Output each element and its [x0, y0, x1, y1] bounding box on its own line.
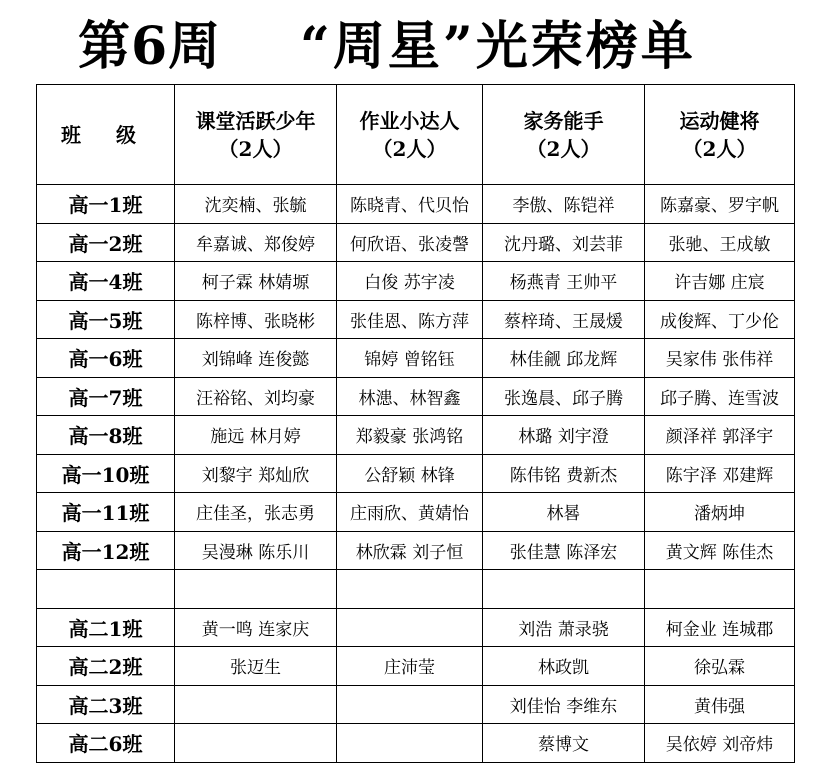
column-name: 课堂活跃少年 [195, 108, 316, 133]
class-name-cell [37, 570, 175, 609]
honoree-cell: 郑毅豪 张鸿铭 [337, 416, 483, 455]
class-name-cell: 高二1班 [37, 608, 175, 647]
column-quota: （2人） [682, 136, 757, 161]
honoree-cell [337, 570, 483, 609]
column-quota: （2人） [218, 136, 293, 161]
honoree-cell: 张逸晨、邱子腾 [483, 377, 645, 416]
honoree-cell: 张驰、王成敏 [645, 223, 795, 262]
class-name-cell: 高一8班 [37, 416, 175, 455]
column-quota: （2人） [526, 136, 601, 161]
table-row [37, 493, 795, 532]
honoree-cell: 李傲、陈铠祥 [483, 185, 645, 224]
honoree-cell: 沈丹璐、刘芸菲 [483, 223, 645, 262]
honoree-cell: 林晷 [483, 493, 645, 532]
column-quota: （2人） [372, 136, 447, 161]
honor-table [36, 84, 795, 763]
table-row [37, 608, 795, 647]
honoree-cell: 蔡博文 [483, 724, 645, 763]
table-row [37, 377, 795, 416]
honoree-cell [337, 685, 483, 724]
honoree-cell: 吴家伟 张伟祥 [645, 339, 795, 378]
honoree-cell: 庄雨欣、黄婧怡 [337, 493, 483, 532]
honoree-cell: 黄一鸣 连家庆 [175, 608, 337, 647]
honoree-cell: 林璐 刘宇澄 [483, 416, 645, 455]
honoree-cell [175, 724, 337, 763]
honoree-cell [483, 570, 645, 609]
table-row [37, 185, 795, 224]
class-name-cell: 高二6班 [37, 724, 175, 763]
honoree-cell: 白俊 苏宇凌 [337, 262, 483, 301]
honoree-cell: 吴依婷 刘帝炜 [645, 724, 795, 763]
header-row [37, 85, 795, 185]
class-name-cell: 高一2班 [37, 223, 175, 262]
honoree-cell: 吴漫琳 陈乐川 [175, 531, 337, 570]
honoree-cell: 刘浩 萧录骁 [483, 608, 645, 647]
honoree-cell: 林佳觎 邱龙辉 [483, 339, 645, 378]
column-header-homework [337, 85, 483, 185]
table-row [37, 339, 795, 378]
table-row [37, 454, 795, 493]
honoree-cell: 陈宇泽 邓建辉 [645, 454, 795, 493]
honoree-cell [175, 570, 337, 609]
honoree-cell: 陈晓青、代贝怡 [337, 185, 483, 224]
honoree-cell: 成俊辉、丁少伦 [645, 300, 795, 339]
class-name-cell: 高一11班 [37, 493, 175, 532]
table-row [37, 685, 795, 724]
honoree-cell: 庄沛莹 [337, 647, 483, 686]
class-name-cell: 高一4班 [37, 262, 175, 301]
table-body [37, 185, 795, 763]
column-name: 运动健将 [679, 108, 760, 133]
class-name-cell: 高一12班 [37, 531, 175, 570]
column-header-housework [483, 85, 645, 185]
honoree-cell: 刘锦峰 连俊懿 [175, 339, 337, 378]
table-row [37, 416, 795, 455]
honoree-cell: 杨燕青 王帅平 [483, 262, 645, 301]
honoree-cell: 何欣语、张凌謦 [337, 223, 483, 262]
honoree-cell: 公舒颖 林锋 [337, 454, 483, 493]
honoree-cell: 柯子霖 林婧塬 [175, 262, 337, 301]
honoree-cell [175, 685, 337, 724]
table-row [37, 570, 795, 609]
honoree-cell [337, 608, 483, 647]
table-row [37, 262, 795, 301]
column-name: 作业小达人 [359, 108, 460, 133]
class-name-cell: 高一7班 [37, 377, 175, 416]
honoree-cell: 邱子腾、连雪波 [645, 377, 795, 416]
honoree-cell: 施远 林月婷 [175, 416, 337, 455]
honoree-cell: 刘黎宇 郑灿欣 [175, 454, 337, 493]
column-header-active [175, 85, 337, 185]
honoree-cell: 柯金业 连城郡 [645, 608, 795, 647]
honoree-cell: 锦婷 曾铭钰 [337, 339, 483, 378]
table-row [37, 531, 795, 570]
class-name-cell: 高一1班 [37, 185, 175, 224]
honoree-cell: 陈梓博、张晓彬 [175, 300, 337, 339]
column-header-sports [645, 85, 795, 185]
honoree-cell: 林欣霖 刘子恒 [337, 531, 483, 570]
page-title [0, 12, 834, 82]
column-name: 家务能手 [523, 108, 604, 133]
honoree-cell: 陈嘉豪、罗宇帆 [645, 185, 795, 224]
honoree-cell: 潘炳坤 [645, 493, 795, 532]
class-header: 班 级 [37, 85, 175, 185]
honoree-cell: 刘佳怡 李维东 [483, 685, 645, 724]
honoree-cell [645, 570, 795, 609]
honoree-cell: 许吉娜 庄宸 [645, 262, 795, 301]
title-main: “周星”光荣榜单 [300, 16, 696, 77]
class-name-cell: 高一5班 [37, 300, 175, 339]
honoree-cell: 张佳恩、陈方萍 [337, 300, 483, 339]
honoree-cell: 陈伟铭 费新杰 [483, 454, 645, 493]
class-name-cell: 高一10班 [37, 454, 175, 493]
honoree-cell: 沈奕楠、张毓 [175, 185, 337, 224]
honoree-cell: 张迈生 [175, 647, 337, 686]
table-row [37, 647, 795, 686]
honoree-cell: 蔡梓琦、王晟煖 [483, 300, 645, 339]
table-row [37, 724, 795, 763]
honoree-cell: 林漶、林智鑫 [337, 377, 483, 416]
honoree-cell: 黄文辉 陈佳杰 [645, 531, 795, 570]
honoree-cell: 庄佳圣，张志勇 [175, 493, 337, 532]
honoree-cell [337, 724, 483, 763]
honoree-cell: 颜泽祥 郭泽宇 [645, 416, 795, 455]
title-week: 第6周 [78, 16, 222, 77]
honoree-cell: 徐弘霖 [645, 647, 795, 686]
honoree-cell: 黄伟强 [645, 685, 795, 724]
honoree-cell: 张佳慧 陈泽宏 [483, 531, 645, 570]
honoree-cell: 林政凯 [483, 647, 645, 686]
table-row [37, 223, 795, 262]
honoree-cell: 牟嘉诚、郑俊婷 [175, 223, 337, 262]
class-name-cell: 高二3班 [37, 685, 175, 724]
table-row [37, 300, 795, 339]
class-name-cell: 高一6班 [37, 339, 175, 378]
class-name-cell: 高二2班 [37, 647, 175, 686]
honoree-cell: 汪裕铭、刘均豪 [175, 377, 337, 416]
